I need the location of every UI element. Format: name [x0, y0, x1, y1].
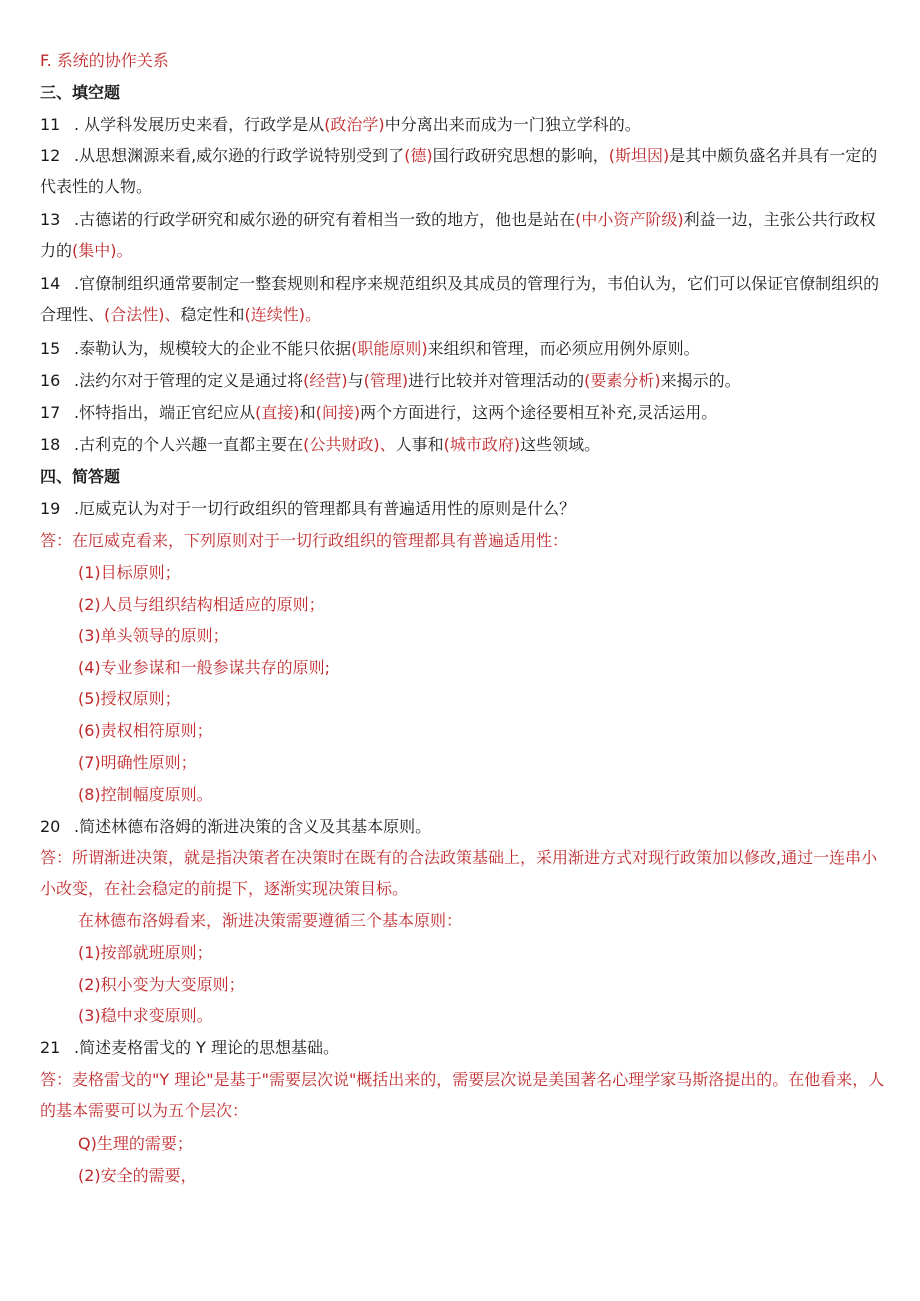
- question-text: .从思想渊源来看,威尔逊的行政学说特别受到了: [74, 146, 405, 165]
- answer-blank: (城市政府): [443, 435, 521, 454]
- answer-19: 答：在厄威克看来，下列原则对于一切行政组织的管理都具有普遍适用性：: [40, 531, 569, 550]
- answer-blank: (连续性)。: [244, 305, 322, 324]
- question-text: .泰勒认为，规模较大的企业不能只依据: [74, 339, 352, 358]
- answer-blank: (斯坦因): [608, 146, 670, 165]
- question-18: [40, 435, 885, 455]
- answer-blank: (合法性)、: [104, 305, 181, 324]
- question-text: .官僚制组织通常要制定一整套规则和程序来规范组织及其成员的管理行为，韦伯认为，它们可以保证官僚制组织的合理性、: [40, 274, 880, 324]
- question-13: [40, 204, 885, 266]
- question-number: 20: [40, 817, 61, 836]
- question-text: .古德诺的行政学研究和威尔逊的研究有着相当一致的地方，他也是站在: [74, 210, 576, 229]
- answer-20: 答：所谓渐进决策，就是指决策者在决策时在既有的合法政策基础上，采用渐进方式对现行政策加以修改,通过一连串小小改变，在社会稳定的前提下，逐渐实现决策目标。: [40, 848, 878, 898]
- question-text: . 从学科发展历史来看，行政学是从: [74, 115, 325, 134]
- question-number: 18: [40, 435, 61, 454]
- question-number: 15: [40, 339, 61, 358]
- question-20: [40, 817, 885, 837]
- question-number: 13: [40, 210, 61, 229]
- answer-21: 答：麦格雷戈的"Y 理论"是基于"需要层次说"概括出来的，需要层次说是美国著名心理学家马斯洛提出的。在他看来，人的基本需要可以为五个层次：: [40, 1070, 885, 1120]
- answer-blank: (管理): [363, 371, 409, 390]
- question-text: 进行比较并对管理活动的: [408, 371, 585, 390]
- answer-19-item: (4)专业参谋和一般参谋共存的原则;: [78, 658, 331, 677]
- question-text: 与: [347, 371, 364, 390]
- question-number: 19: [40, 499, 61, 518]
- question-text: .简述麦格雷戈的 Y 理论的思想基础。: [74, 1038, 340, 1057]
- question-text: 中分离出来而成为一门独立学科的。: [384, 115, 641, 134]
- answer-blank: (中小资产阶级): [575, 210, 684, 229]
- question-number: 12: [40, 146, 61, 165]
- answer-19-item: (8)控制幅度原则。: [78, 785, 213, 804]
- answer-blank: (要素分析): [584, 371, 661, 390]
- answer-20-item: (3)稳中求变原则。: [78, 1006, 213, 1025]
- answer-20-item: (2)积小变为大变原则；: [78, 975, 245, 994]
- question-text: 国行政研究思想的影响，: [432, 146, 609, 165]
- question-16: [40, 371, 885, 391]
- question-text: 这些领域。: [520, 435, 601, 454]
- answer-blank: (集中)。: [72, 241, 133, 260]
- question-17: [40, 403, 885, 423]
- question-number: 21: [40, 1038, 61, 1057]
- answer-21-item: (2)安全的需要，: [78, 1166, 197, 1185]
- question-text: .怀特指出，端正官纪应从: [74, 403, 256, 422]
- question-text: 是其中颇负盛名并具有一定的代表性的人物。: [40, 146, 878, 196]
- question-text: 和: [299, 403, 316, 422]
- question-14: [40, 268, 885, 330]
- section-heading-short-answer: 四、简答题: [40, 467, 121, 486]
- answer-19-item: (2)人员与组织结构相适应的原则；: [78, 595, 325, 614]
- question-number: 17: [40, 403, 61, 422]
- answer-blank: (政治学): [324, 115, 385, 134]
- answer-blank: (间接): [315, 403, 361, 422]
- answer-19-item: (5)授权原则；: [78, 689, 181, 708]
- answer-blank: (职能原则): [351, 339, 428, 358]
- answer-20-subtext: 在林德布洛姆看来，渐进决策需要遵循三个基本原则：: [78, 911, 463, 930]
- question-21: [40, 1038, 885, 1058]
- option-f: F. 系统的协作关系: [40, 51, 169, 70]
- question-text: 来揭示的。: [660, 371, 741, 390]
- question-15: [40, 339, 885, 359]
- question-text: 利益一边，主张公共行政权力的: [40, 210, 876, 260]
- question-text: 来组织和管理，而必须应用例外原则。: [427, 339, 700, 358]
- answer-blank: (直接): [255, 403, 300, 422]
- answer-blank: (经营): [303, 371, 348, 390]
- question-19: [40, 499, 885, 519]
- question-text: .法约尔对于管理的定义是通过将: [74, 371, 304, 390]
- question-number: 11: [40, 115, 61, 134]
- answer-blank: (公共财政)、: [303, 435, 396, 454]
- question-text: 两个方面进行，这两个途径要相互补充,灵活运用。: [360, 403, 718, 422]
- answer-20-item: (1)按部就班原则；: [78, 943, 213, 962]
- question-text: .厄威克认为对于一切行政组织的管理都具有普遍适用性的原则是什么？: [74, 499, 576, 518]
- answer-19-item: (1)目标原则；: [78, 563, 181, 582]
- question-text: .古利克的个人兴趣一直都主要在: [74, 435, 304, 454]
- question-text: 稳定性和: [180, 305, 245, 324]
- question-text: 人事和: [395, 435, 444, 454]
- question-11: [40, 115, 885, 135]
- answer-19-item: (6)责权相符原则；: [78, 721, 213, 740]
- question-12: [40, 140, 885, 202]
- answer-21-item: Q)生理的需要；: [78, 1134, 193, 1153]
- answer-blank: (德): [404, 146, 433, 165]
- answer-19-item: (3)单头领导的原则；: [78, 626, 229, 645]
- question-number: 14: [40, 274, 61, 293]
- question-number: 16: [40, 371, 61, 390]
- section-heading-fill-blank: 三、填空题: [40, 83, 121, 102]
- answer-19-item: (7)明确性原则；: [78, 753, 197, 772]
- question-text: .简述林德布洛姆的渐进决策的含义及其基本原则。: [74, 817, 432, 836]
